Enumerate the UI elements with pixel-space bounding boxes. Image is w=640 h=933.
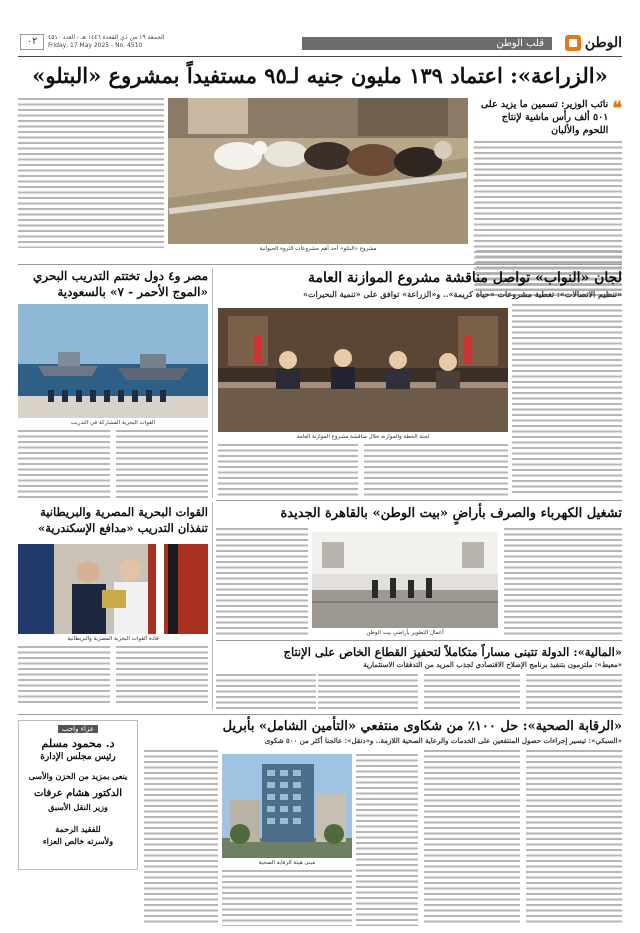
budget-body-2: [218, 444, 358, 498]
pullquote: نائب الوزير: تسمين ما يزيد على ٥٠١ ألف رأس ماشية لإنتاج اللحوم والألبان: [480, 99, 609, 136]
health-story: [144, 718, 622, 746]
electricity-body-2: [216, 528, 308, 638]
finance-body-2: [424, 674, 520, 710]
obituary-line-7: ولأسرته خالص العزاء: [42, 836, 114, 846]
health-subheadline: «السبكي»: تيسير إجراءات حصول المنتفعين على الخدمات والرعاية الصحية اللازمة.. و«دنقل»: عالجنا أكثر من ٥٠٠ شكوى: [264, 736, 622, 745]
finance-body-4: [216, 674, 316, 710]
health-body-4: [356, 754, 418, 926]
obituary-line-2: رئيس مجلس الإدارة: [40, 752, 116, 762]
navy-uk-headline: القوات البحرية المصرية والبريطانية تنفذان التدريب «مدافع الإسكندرية»: [38, 505, 208, 535]
logo-text: الوطن: [584, 35, 622, 51]
main-headline: «الزراعة»: اعتماد ١٣٩ مليون جنيه لـ٩٥ مستفيداً بمشروع «البتلو»: [32, 63, 608, 88]
column-rule-2: [212, 502, 213, 710]
health-photo-caption: مبنى هيئة الرقابة الصحية: [258, 860, 316, 866]
health-body-2: [424, 750, 520, 926]
page-number: ٠٢: [20, 34, 44, 50]
budget-story: [200, 268, 622, 300]
health-body-5: [144, 750, 218, 926]
obituary-line-1: د. محمود مسلم: [41, 737, 115, 750]
logo-icon: [565, 35, 581, 51]
section-rule-4: [18, 714, 622, 715]
health-photo: [222, 754, 352, 858]
navy-red-sea-story: [18, 268, 208, 300]
masthead-rule: [18, 56, 622, 57]
navy-uk-body-2: [116, 646, 208, 706]
electricity-photo: [312, 532, 498, 628]
health-body-3: [222, 870, 352, 926]
health-body-1: [526, 750, 622, 926]
navy-uk-body-1: [18, 646, 110, 706]
section-rule-1: [18, 264, 622, 265]
finance-body-1: [526, 674, 622, 710]
obituary-line-4: الدكتور هشام عرفات: [34, 788, 122, 799]
main-photo: [168, 98, 468, 244]
issue-info: [48, 34, 165, 50]
navy-red-sea-photo: [18, 304, 208, 418]
finance-headline: «المالية»: الدولة تتبنى مساراً متكاملاً لتحفيز القطاع الخاص على الإنتاج: [283, 645, 622, 659]
navy-uk-photo: [18, 544, 208, 634]
electricity-caption: أعمال التطوير بأراضي بيت الوطن: [366, 630, 444, 636]
issue-line-arabic: الجمعة ١٩ من ذي القعدة ١٤٤٦ هـ - العدد ٤٥١٠: [48, 34, 165, 41]
navy-red-sea-body-1: [18, 430, 110, 498]
logo: [565, 32, 622, 54]
section-label: قلب الوطن: [302, 37, 552, 50]
newspaper-page: [18, 32, 622, 928]
obituary-line-6: للفقيد الرحمة: [55, 824, 101, 834]
budget-body-1: [512, 304, 622, 496]
navy-uk-story: [18, 504, 208, 536]
budget-headline: لجان «النواب» تواصل مناقشة مشروع الموازنة العامة: [307, 270, 622, 286]
navy-red-sea-caption: القوات البحرية المشاركة في التدريب: [70, 420, 156, 426]
quote-icon: ❝: [612, 98, 622, 119]
finance-body-3: [318, 674, 418, 710]
main-story-body-2: [18, 98, 164, 248]
navy-red-sea-body-2: [116, 430, 208, 498]
obituary-box: [18, 720, 138, 870]
budget-photo: [218, 308, 508, 432]
budget-body-3: [364, 444, 508, 498]
section-rule-3: [216, 640, 622, 641]
finance-subheadline: «معيط»: ملتزمون بتنفيذ برنامج الإصلاح الاقتصادي لجذب المزيد من التدفقات الاستثمارية: [363, 660, 622, 669]
electricity-headline: تشغيل الكهرباء والصرف بأراضٍ «بيت الوطن» بالقاهرة الجديدة: [280, 506, 622, 521]
masthead: [18, 32, 622, 54]
budget-subheadline: «تنظيم الاتصالات»: تغطية مشروعات «حياة كريمة».. و«الزراعة» توافق على «تنمية البحيرات»: [303, 289, 622, 299]
navy-red-sea-headline: مصر و٤ دول تختتم التدريب البحري «الموج الأحمر - ٧» بالسعودية: [33, 269, 208, 299]
navy-uk-caption: قادة القوات البحرية المصرية والبريطانية: [67, 636, 159, 642]
obituary-tag: عزاء واجب: [58, 725, 98, 733]
finance-story: [216, 644, 622, 670]
obituary-line-5: وزير النقل الأسبق: [48, 802, 108, 812]
column-rule-1: [212, 268, 213, 498]
electricity-body-1: [504, 528, 622, 638]
section-rule-2: [216, 500, 622, 501]
main-photo-caption: مشروع «البتلو» أحد أهم مشروعات الثروة الحيوانية: [259, 246, 377, 252]
budget-photo-caption: لجنة الخطة والموازنة خلال مناقشة مشروع الموازنة العامة: [296, 434, 430, 440]
issue-line-english: Friday, 17 May 2025 - No. 4510: [48, 42, 143, 49]
obituary-line-3: ينعى بمزيد من الحزن والأسى: [28, 771, 128, 781]
health-headline: «الرقابة الصحية»: حل ١٠٠٪ من شكاوى منتفعي «التأمين الشامل» بأبريل: [222, 719, 622, 734]
